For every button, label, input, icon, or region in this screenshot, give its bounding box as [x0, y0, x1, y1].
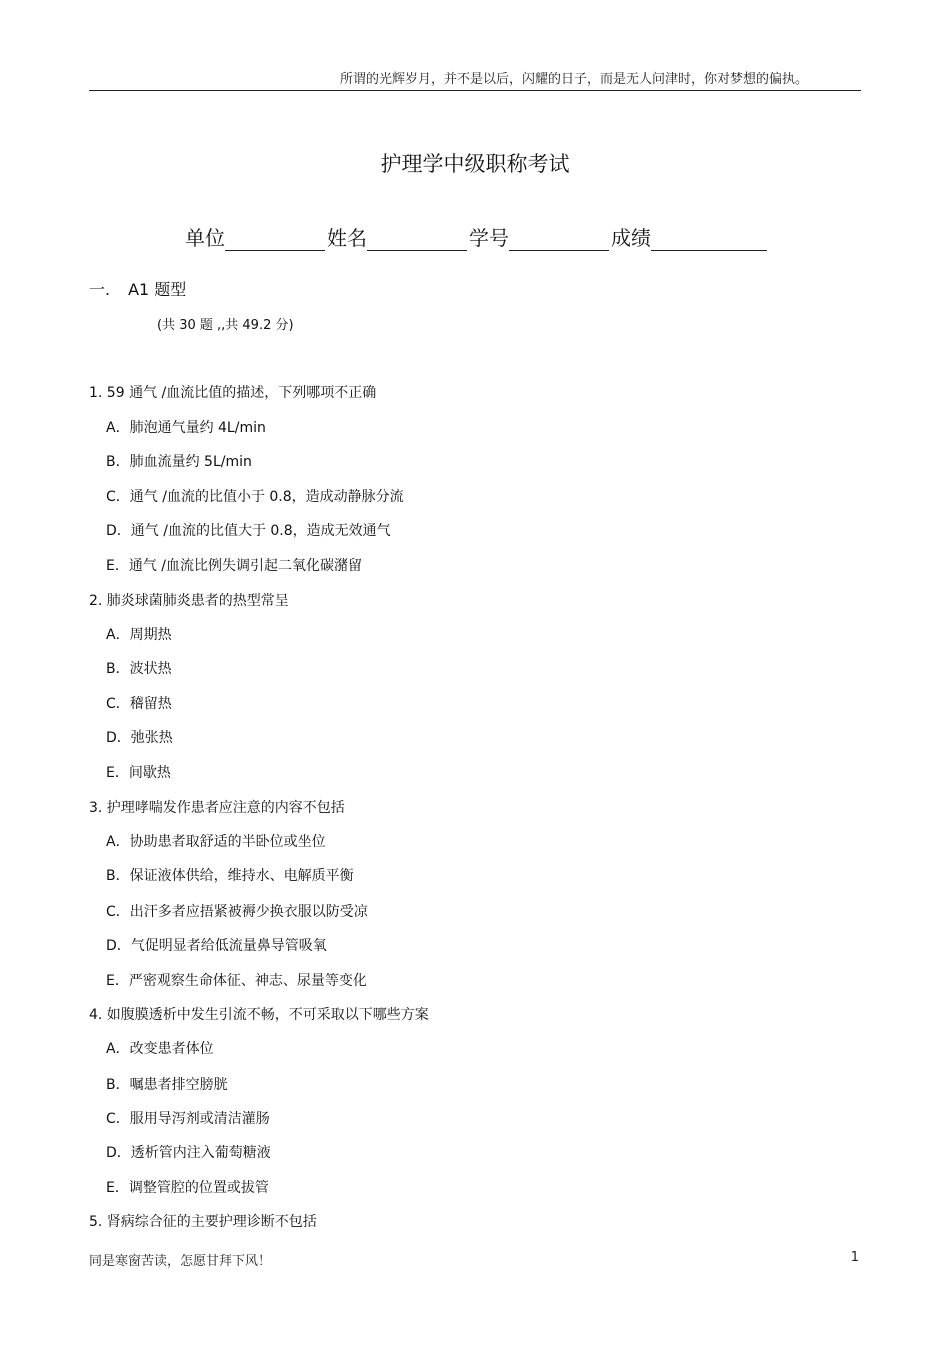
question-2-option-e[interactable]: E．间歇热: [106, 765, 171, 781]
unit-label: 单位: [185, 226, 225, 250]
question-2-option-a[interactable]: A．周期热: [106, 627, 172, 643]
exam-info-row: [185, 222, 805, 251]
score-blank[interactable]: [651, 228, 767, 251]
question-3: 3. 护理哮喘发作患者应注意的内容不包括: [89, 800, 345, 816]
question-3-option-c[interactable]: C．出汗多者应捂紧被褥少换衣服以防受凉: [106, 904, 368, 920]
student-id-blank[interactable]: [509, 228, 609, 251]
question-3-option-e[interactable]: E．严密观察生命体征、神志、尿量等变化: [106, 973, 367, 989]
unit-blank[interactable]: [225, 228, 325, 251]
question-4-option-e[interactable]: E．调整管腔的位置或拔管: [106, 1180, 269, 1196]
section-number: 一.: [89, 280, 111, 299]
question-4-option-a[interactable]: A．改变患者体位: [106, 1041, 214, 1057]
footer-motto: 同是寒窗苦读，怎愿甘拜下风！: [89, 1254, 272, 1269]
score-label: 成绩: [611, 226, 651, 250]
section-title: A1 题型: [128, 280, 187, 299]
student-id-label: 学号: [469, 226, 509, 250]
question-1-option-e[interactable]: E．通气 /血流比例失调引起二氧化碳潴留: [106, 558, 363, 574]
question-3-option-a[interactable]: A．协助患者取舒适的半卧位或坐位: [106, 834, 326, 850]
question-1-option-a[interactable]: A．肺泡通气量约 4L/min: [106, 420, 266, 436]
question-1: 1. 59 通气 /血流比值的描述，下列哪项不正确: [89, 385, 377, 401]
section-heading: [89, 277, 186, 300]
question-3-option-b[interactable]: B．保证液体供给，维持水、电解质平衡: [106, 868, 354, 884]
question-2-option-c[interactable]: C．稽留热: [106, 696, 172, 712]
name-blank[interactable]: [367, 228, 467, 251]
question-2-option-d[interactable]: D．弛张热: [106, 730, 173, 746]
header-quote: 所谓的光辉岁月，并不是以后，闪耀的日子，而是无人问津时，你对梦想的偏执。: [339, 72, 808, 87]
question-2-option-b[interactable]: B．波状热: [106, 661, 172, 677]
page-number: 1: [850, 1250, 859, 1265]
section-subtitle: (共 30 题 ,,共 49.2 分): [157, 318, 294, 333]
page-title: 护理学中级职称考试: [380, 152, 570, 176]
header-divider: [89, 90, 861, 91]
question-1-option-c[interactable]: C．通气 /血流的比值小于 0.8，造成动静脉分流: [106, 489, 404, 505]
question-5: 5. 肾病综合征的主要护理诊断不包括: [89, 1214, 317, 1230]
name-label: 姓名: [327, 226, 367, 250]
question-2: 2. 肺炎球菌肺炎患者的热型常呈: [89, 593, 289, 609]
question-4-option-d[interactable]: D．透析管内注入葡萄糖液: [106, 1145, 271, 1161]
question-4: 4. 如腹膜透析中发生引流不畅，不可采取以下哪些方案: [89, 1007, 429, 1023]
question-3-option-d[interactable]: D．气促明显者给低流量鼻导管吸氧: [106, 938, 327, 954]
question-4-option-b[interactable]: B．嘱患者排空膀胱: [106, 1077, 228, 1093]
question-1-option-d[interactable]: D．通气 /血流的比值大于 0.8，造成无效通气: [106, 523, 391, 539]
question-4-option-c[interactable]: C．服用导泻剂或清洁灌肠: [106, 1111, 270, 1127]
question-1-option-b[interactable]: B．肺血流量约 5L/min: [106, 454, 252, 470]
